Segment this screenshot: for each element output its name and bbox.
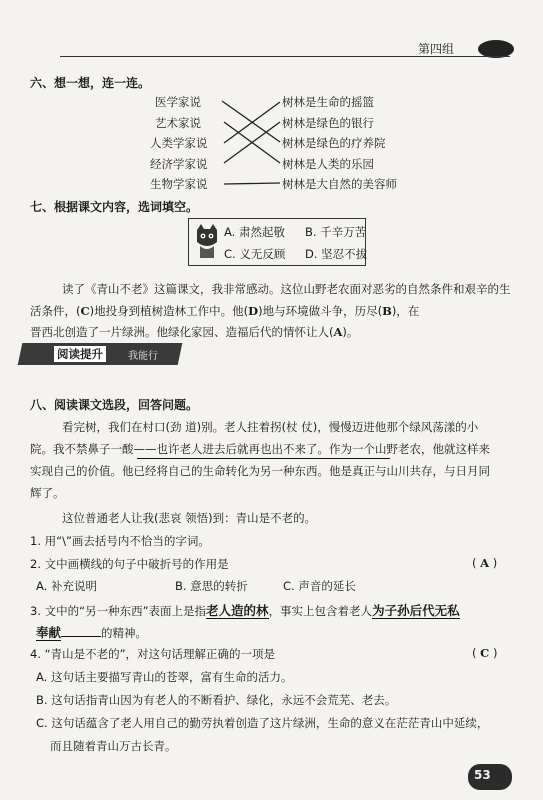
right-item: 树林是人类的乐园	[282, 157, 374, 171]
question-4-answer: ( C )	[472, 646, 498, 660]
left-item: 经济学家说	[150, 157, 208, 171]
passage-line: 辉了。	[30, 486, 65, 500]
passage-line: 实现自己的价值。他已经将自己的生命转化为另一种东西。他是真正与山川共存，与日月同	[30, 464, 490, 478]
q4-option: C. 这句话蕴含了老人用自己的勤劳执着创造了这片绿洲，生命的意义在茫茫青山中延续，	[36, 716, 489, 730]
q2-option: A. 补充说明	[36, 579, 97, 593]
answer: B	[382, 304, 392, 318]
question-3: 3. 文中的“另一种东西”表面上是指老人造的林，事实上包含着老人为子孙后代无私	[30, 603, 460, 618]
banner-tag: 阅读提升	[54, 346, 106, 362]
fill-text-line: 活条件，(C)地投身到植树造林工作中。他(D)地与环境做斗争，历尽(B)，在	[30, 304, 420, 318]
section-8-title: 八、阅读课文选段，回答问题。	[30, 398, 199, 412]
answer: C	[80, 304, 90, 318]
option-c: C. 义无反顾	[224, 247, 286, 261]
question-3-cont: 奉献 的精神。	[36, 625, 148, 640]
page-number: 53	[474, 768, 491, 782]
fill-text-line: 晋西北创造了一片绿洲。他绿化家园、造福后代的情怀让人(A)。	[30, 325, 359, 339]
fill-text-line: 读了《青山不老》这篇课文，我非常感动。这位山野老农面对恶劣的自然条件和艰辛的生	[62, 282, 511, 296]
passage-line: 这位普通老人让我(悲哀 领悟)到：青山是不老的。	[62, 511, 317, 525]
passage-line: 院。我不禁鼻子一酸——也许老人进去后就再也出不来了。作为一个山野老农，他就这样来	[30, 442, 490, 456]
answer-fill: 为子孙后代无私	[372, 603, 460, 618]
answer: A	[333, 325, 343, 339]
mascot-icon	[194, 222, 220, 260]
right-item: 树林是绿色的银行	[282, 116, 374, 130]
q2-option: B. 意思的转折	[175, 579, 248, 593]
sentence-underline	[137, 458, 390, 459]
answer-fill: 奉献	[36, 625, 62, 640]
unit-label: 第四组	[418, 42, 455, 56]
option-d: D. 坚忍不拔	[305, 247, 368, 261]
passage-line: 看完树，我们在村口(劲 道)别。老人拄着拐(杖 仗)，慢慢迈进他那个绿风荡漾的小	[62, 420, 479, 434]
answer-fill: 老人造的林	[206, 603, 269, 618]
answer: D	[248, 304, 259, 318]
banner-subtitle: 我能行	[128, 351, 158, 362]
left-item: 生物学家说	[150, 177, 208, 191]
left-item: 人类学家说	[150, 136, 208, 150]
option-b: B. 千辛万苦	[305, 225, 367, 239]
section-7-title: 七、根据课文内容，选词填空。	[30, 200, 199, 214]
right-item: 树林是生命的摇篮	[282, 95, 374, 109]
question-4: 4. “青山是不老的”，对这句话理解正确的一项是	[30, 647, 276, 661]
right-item: 树林是绿色的疗养院	[282, 136, 386, 150]
question-2-answer: ( A )	[472, 556, 498, 570]
right-item: 树林是大自然的美容师	[282, 177, 397, 191]
question-2: 2. 文中画横线的句子中破折号的作用是	[30, 557, 229, 571]
reading-banner	[20, 343, 180, 365]
q4-option: A. 这句话主要描写青山的苍翠，富有生命的活力。	[36, 670, 293, 684]
q2-option: C. 声音的延长	[283, 579, 356, 593]
q4-option: B. 这句话指青山因为有老人的不断看护、绿化，永远不会荒芜、老去。	[36, 693, 397, 707]
left-item: 艺术家说	[155, 116, 201, 130]
q4-option: 而且随着青山万古长青。	[50, 739, 177, 753]
left-item: 医学家说	[155, 95, 201, 109]
option-a: A. 肃然起敬	[224, 225, 285, 239]
question-1: 1. 用“\”画去括号内不恰当的字词。	[30, 534, 210, 548]
section-6-title: 六、想一想，连一连。	[30, 76, 151, 90]
